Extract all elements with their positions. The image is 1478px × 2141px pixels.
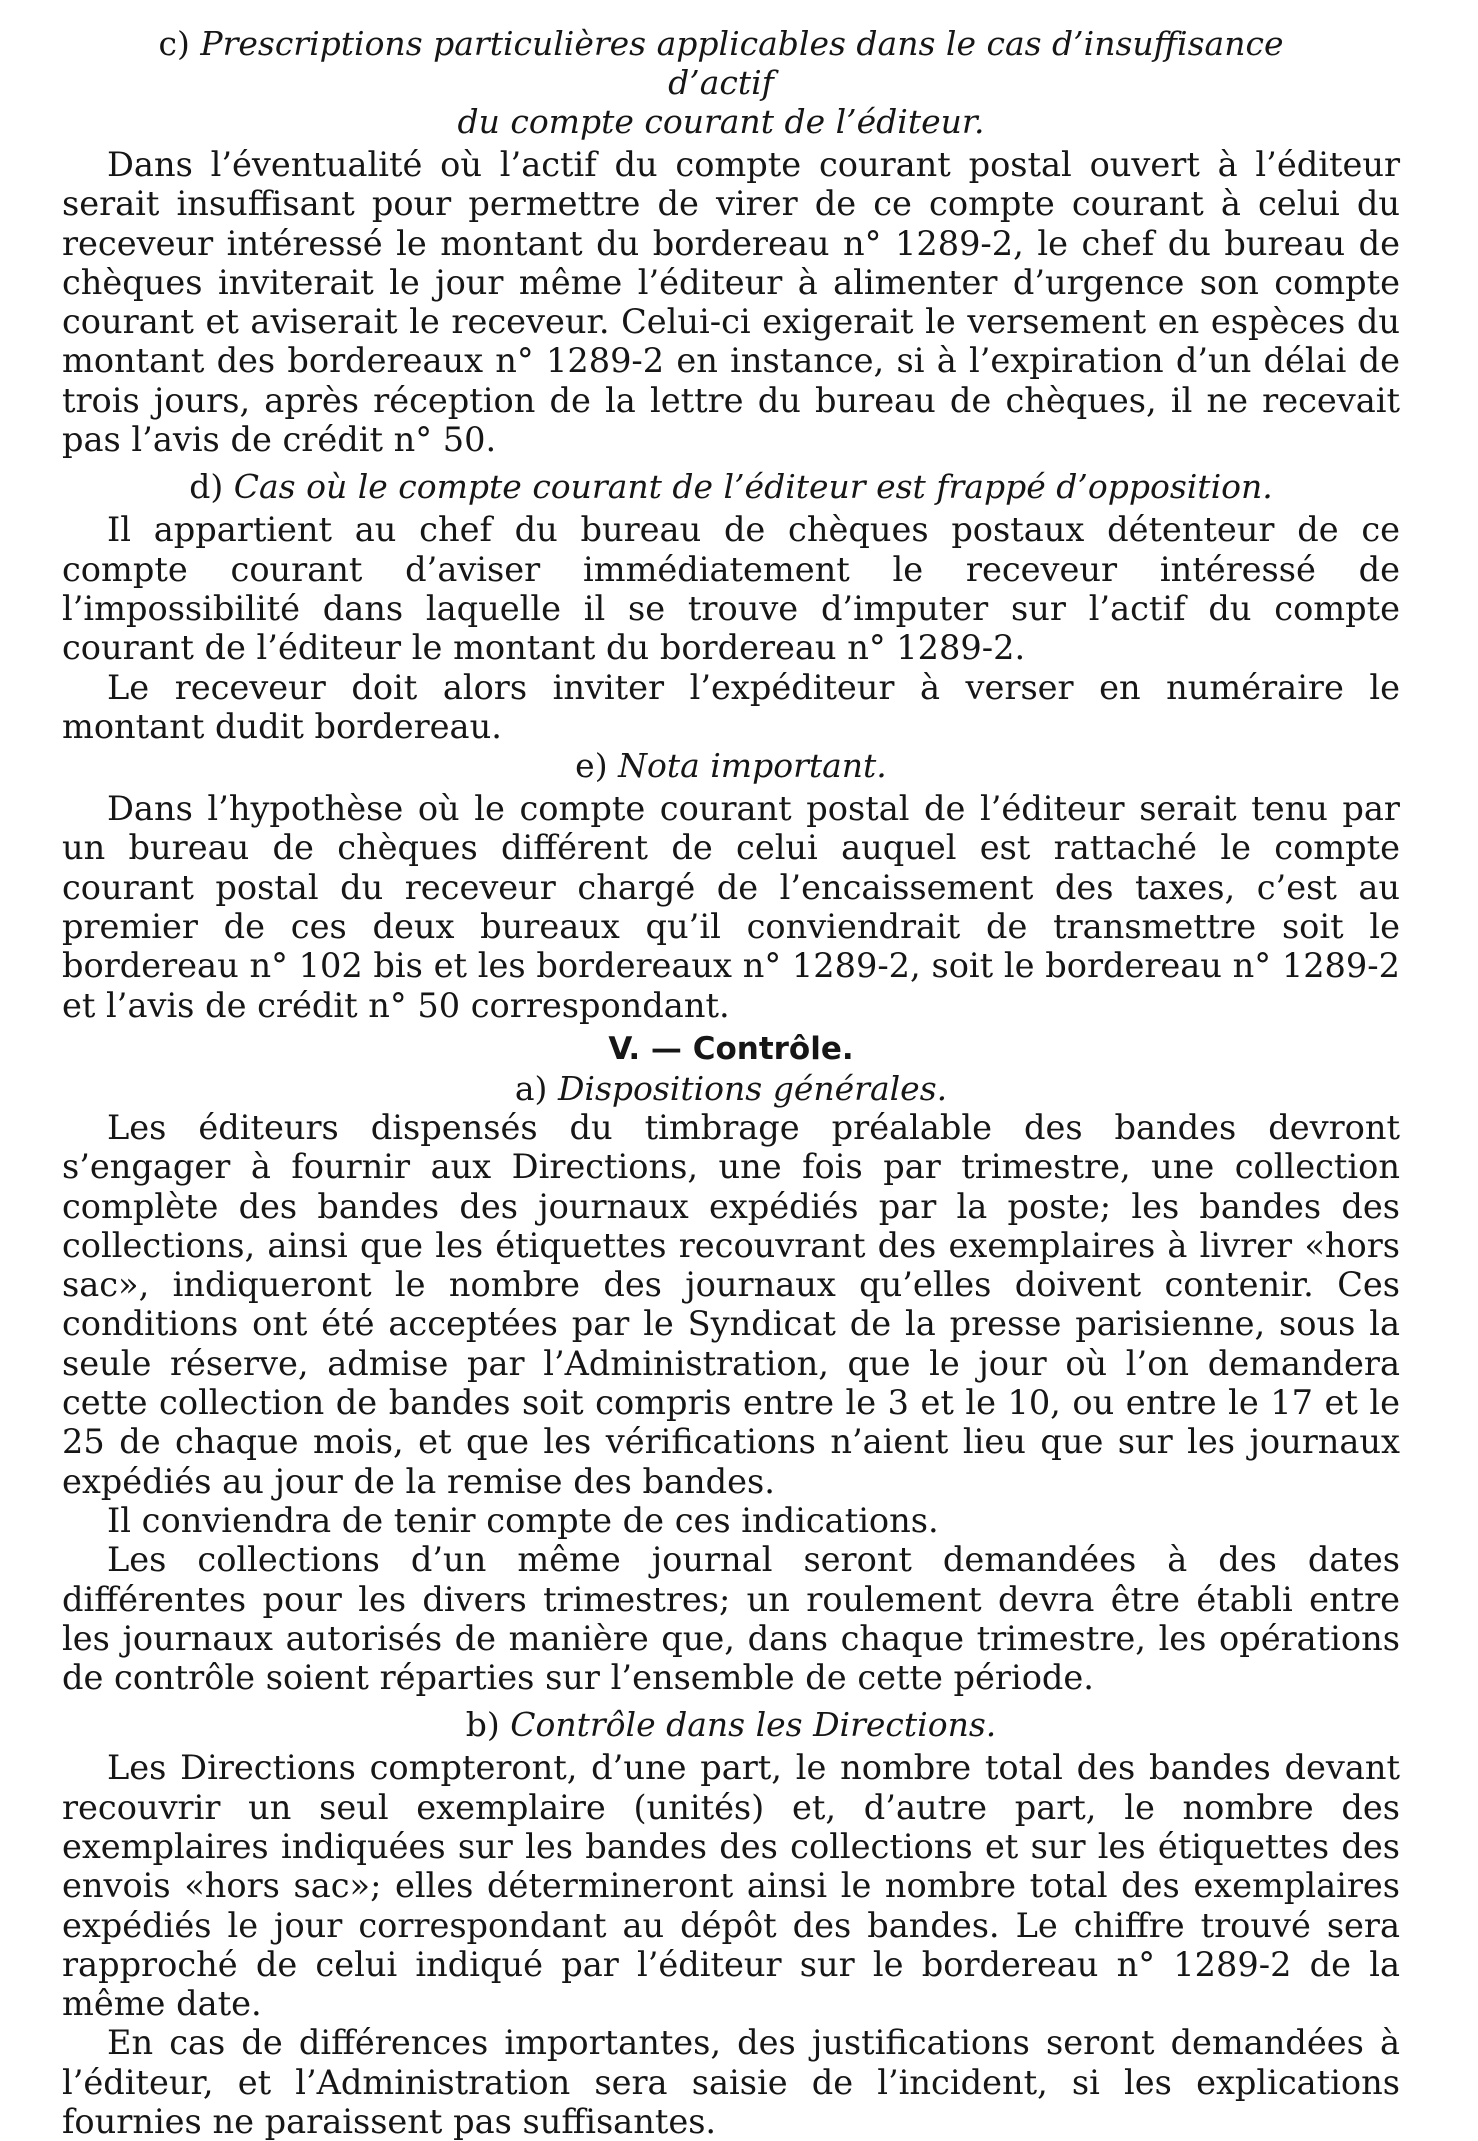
section-title: Nota important. (618, 746, 887, 786)
subsection-heading-b (62, 1705, 1400, 1744)
section-letter: a) (514, 1068, 548, 1108)
section-title-continuation: du compte courant de l’éditeur. (457, 102, 985, 141)
paragraph: Il appartient au chef du bureau de chèques postaux détenteur de ce compte courant d’aviser immédiatement le receveur intéressé de l’impossibilité dans laquelle il se trouve d’imputer sur l’actif du compte courant de l’éditeur le montant du bordereau n° 1289-2. (62, 510, 1400, 668)
chapter-title: V. — Contrôle. (608, 1030, 854, 1067)
paragraph: Dans l’éventualité où l’actif du compte courant postal ouvert à l’éditeur serait insuffisant pour permettre de virer de ce compte courant à celui du receveur intéressé le montant du bordereau n° 1289-2, le chef du bureau de chèques inviterait le jour même l’éditeur à alimenter d’urgence son compte courant et aviserait le receveur. Celui-ci exigerait le versement en espèces du montant des bordereaux n° 1289-2 en instance, si à l’expiration d’un délai de trois jours, après réception de la lettre du bureau de chèques, il ne recevait pas l’avis de crédit n° 50. (62, 145, 1400, 460)
section-letter: e) (575, 746, 608, 786)
section-letter: c) (158, 24, 190, 63)
section-title: Dispositions générales. (557, 1068, 948, 1108)
paragraph: Le receveur doit alors inviter l’expéditeur à verser en numéraire le montant dudit bordereau. (62, 667, 1400, 746)
section-heading-d (62, 467, 1400, 506)
section-letter: d) (189, 467, 224, 507)
document-page (62, 24, 1400, 2141)
paragraph: Dans l’hypothèse où le compte courant postal de l’éditeur serait tenu par un bureau de chèques différent de celui auquel est rattaché le compte courant postal du receveur chargé de l’encaissement des taxes, c’est au premier de ces deux bureaux qu’il conviendrait de transmettre soit le bordereau n° 102 bis et les bordereaux n° 1289-2, soit le bordereau n° 1289-2 et l’avis de crédit n° 50 correspondant. (62, 789, 1400, 1025)
section-title: Contrôle dans les Directions. (510, 1705, 997, 1745)
section-title: Prescriptions particulières applicables dans le cas d’insuffisance d’actif (200, 24, 1284, 102)
paragraph: Les éditeurs dispensés du timbrage préalable des bandes devront s’engager à fournir aux Directions, une fois par trimestre, une collection complète des bandes des journaux expédiés par la poste; les bandes des collections, ainsi que les étiquettes recouvrant des exemplaires à livrer «hors sac», indiqueront le nombre des journaux qu’elles doivent contenir. Ces conditions ont été acceptées par le Syndicat de la presse parisienne, sous la seule réserve, admise par l’Administration, que le jour où l’on demandera cette collection de bandes soit compris entre le 3 et le 10, ou entre le 17 et le 25 de chaque mois, et que les vérifications n’aient lieu que sur les journaux expédiés au jour de la remise des bandes. (62, 1107, 1400, 1501)
paragraph: Les collections d’un même journal seront demandées à des dates différentes pour les divers trimestres; un roulement devra être établi entre les journaux autorisés de manière que, dans chaque trimestre, les opérations de contrôle soient réparties sur l’ensemble de cette période. (62, 1540, 1400, 1698)
paragraph: Il conviendra de tenir compte de ces indications. (107, 1500, 939, 1540)
section-heading-c (62, 24, 1400, 141)
subsection-heading-a (62, 1069, 1400, 1108)
section-title: Cas où le compte courant de l’éditeur est frappé d’opposition. (233, 467, 1273, 507)
paragraph: En cas de différences importantes, des justifications seront demandées à l’éditeur, et l’Administration sera saisie de l’incident, si les explications fournies ne paraissent pas suffisantes. (62, 2023, 1400, 2141)
section-letter: b) (465, 1705, 500, 1745)
paragraph: Les Directions compteront, d’une part, le nombre total des bandes devant recouvrir un seul exemplaire (unités) et, d’autre part, le nombre des exemplaires indiquées sur les bandes des collections et sur les étiquettes des envois «hors sac»; elles détermineront ainsi le nombre total des exemplaires expédiés le jour correspondant au dépôt des bandes. Le chiffre trouvé sera rapproché de celui indiqué par l’éditeur sur le bordereau n° 1289-2 de la même date. (62, 1748, 1400, 2024)
section-heading-e (62, 746, 1400, 785)
